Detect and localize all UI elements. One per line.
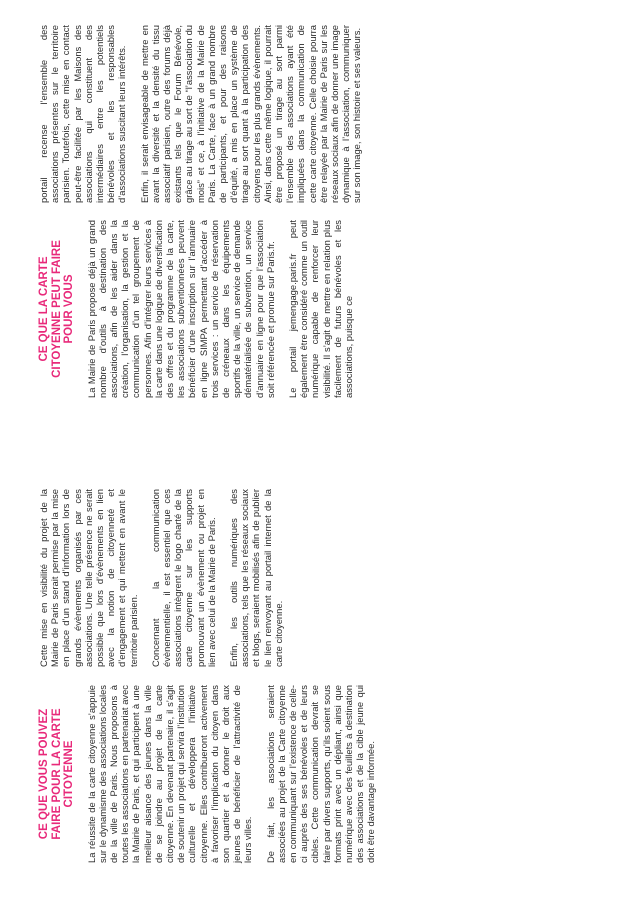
paragraph: Enfin, il serait envisageable de mettre en avant la diversité et la densité du tissu associatif parisien, outre des forums déjà existants tels que le Forum Bénévole, grâce au tirage au sort de “l’association du mois” et ce, à l’initiative de la Mairie de Paris. La Carte, face à un grand nombre de participants, et pour des raisons d’équité, a mis en place un système de tirage au sort quant à la participation des citoyens pour les plus grands évènements. Ainsi, dans cette même logique, il pourrait être proposé un tirage au sort parmi l’ensemble des associations ayant été impliquées dans la communication de cette carte citoyenne. Celle choisie pourra être relayée par la Mairie de Paris sur les réseaux sociaux afin de donner une image dynamique à l’association, communiquer sur son image, son histoire et ses valeurs. (138, 25, 363, 203)
column-left-2 (38, 489, 295, 667)
paragraph: La réussite de la carte citoyenne s’appuie sur le dynamisme des associations locales de la ville de Paris. Nous proposons à toutes les associations en partenariat avec la Mairie de Paris, et qui participent à une meilleur aisance des jeunes dans la ville de se joindre au projet de la carte citoyenne. En devenant partenaire, il s’agit de soutenir un projet qui servira l’institution culturelle et développera l’initiative citoyenne. Elles contribueront activement à favoriser l’implication du citoyen dans son quartier et à donner le droit aux jeunes de bénéficier de l’attractivité de leurs villes. (85, 685, 254, 863)
heading-what-card-can-do: CE QUE LA CARTE CITOYENNE PEUT FAIRE POUR VOUS (38, 240, 75, 378)
column-left-1 (38, 685, 388, 863)
paragraph: Enfin, les outils numériques des associations, tels que les réseaux sociaux et blogs, seraient mobilisés afin de publier le lien renvoyant au portail internet de la carte citoyenne. (228, 489, 284, 667)
paragraph: Le portail jemengage.paris.fr peut également être considéré comme un outil numérique capable de renforcer leur visibilité. Il s’agit de mettre en relation plus facilement de futurs bénévoles et les associations, puisque ce (286, 220, 354, 398)
paragraph: portail recense l’ensemble des associations présentes sur le territoire parisien. Toutefois, cette mise en contact peut-être facilitée par les Maisons des associations qui constituent des intermédiaires entre les potentiels bénévoles et les responsables d’associations suscitant leurs intérêts. (38, 25, 128, 203)
paragraph: Concernant la communication évènementielle, il est essentiel que ces associations intègrent le logo charté de la carte citoyenne sur les supports promouvant un évènement ou projet en lien avec celui de la Mairie de Paris. (149, 489, 217, 667)
paragraph: La Mairie de Paris propose déjà un grand nombre d’outils à destination des associations, afin de les aider dans la création, l’organisation, la gestion et la communication d’un tel groupement de personnes. Afin d’intégrer leurs services à la carte dans une logique de diversification des offres et du programme de la carte, les associations subventionnées peuvent bénéficier d’une inscription sur l’annuaire en ligne SIMPA permettant d’accéder à trois services : un service de réservation de créneaux dans les équipements sportifs de la ville, un service de demande dématérialisée de subvention, un service d’annuaire en ligne pour que l’association soit référencée et promue sur Paris.fr. (85, 220, 276, 398)
heading-what-you-can-do: CE QUE VOUS POUVEZ FAIRE POUR LA CARTE CITOYENNE (38, 708, 75, 840)
paragraph: De fait, les associations seraient associées au projet de la Carte citoyenne en communiquant sur l’existence de celle-ci auprès des ses bénévoles et de leurs cibles. Cette communication devrait se faire par divers supports, qu’ils soient sous formats print avec un dépliant, ainsi que numérique avec des feuillets à destination des associations et de la cible jeune qui doit être davantage informée. (264, 685, 377, 863)
column-right-2 (38, 25, 374, 203)
paragraph: Cette mise en visibilité du projet de la Mairie de Paris serait permise par la mise en place d’un stand d’information lors de grands évènements organisés par ces associations. Une telle présence ne serait possible que lors d’évènements en lien avec la notion de citoyenneté et d’engagement et qui mettent en avant le territoire parisien. (38, 489, 139, 667)
column-right-1 (38, 220, 365, 398)
